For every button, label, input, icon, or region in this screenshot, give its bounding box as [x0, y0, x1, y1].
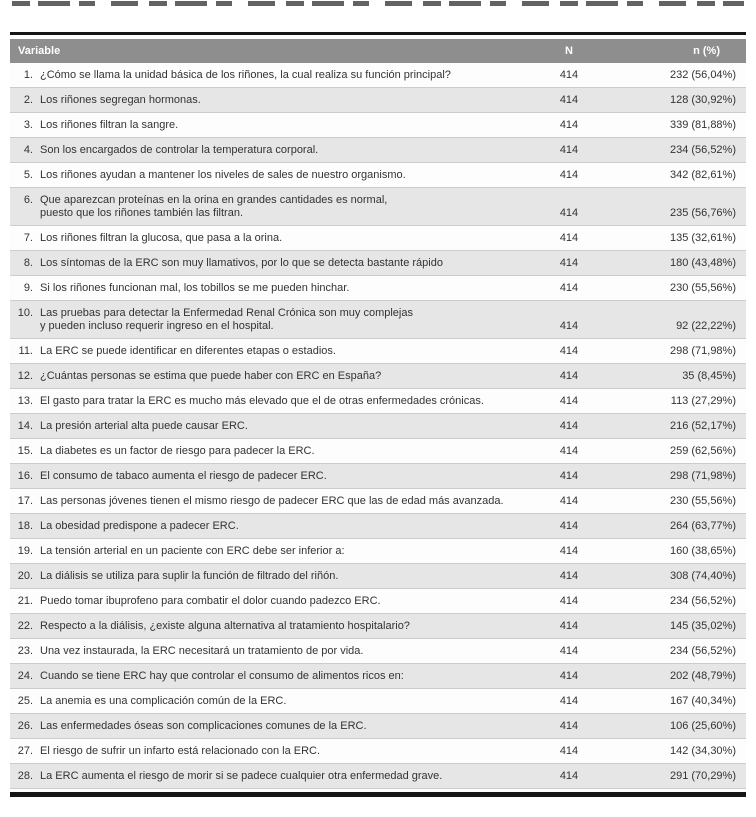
n-cell: 414 [524, 251, 614, 276]
variable-text: Los riñones segregan hormonas. [40, 94, 201, 106]
row-number: 8. [23, 257, 33, 269]
variable-text: ¿Cómo se llama la unidad básica de los riñones, la cual realiza su función principal? [40, 69, 451, 81]
n-cell: 414 [524, 389, 614, 414]
n-cell: 414 [524, 88, 614, 113]
table-row [10, 664, 746, 689]
variable-text: Son los encargados de controlar la temperatura corporal. [40, 144, 319, 156]
n-cell: 414 [524, 364, 614, 389]
n-cell: 414 [524, 514, 614, 539]
variable-text: Los riñones filtran la sangre. [40, 119, 179, 131]
table-row [10, 439, 746, 464]
table-row [10, 138, 746, 163]
table-row [10, 251, 746, 276]
pct-cell: 35 (8,45%) [614, 364, 746, 389]
results-table [10, 39, 746, 789]
pct-cell: 202 (48,79%) [614, 664, 746, 689]
table-row [10, 63, 746, 88]
table-top-rule [10, 32, 746, 35]
variable-cell [10, 188, 524, 226]
row-number: 16. [17, 470, 33, 482]
table-row [10, 739, 746, 764]
variable-text: Cuando se tiene ERC hay que controlar el consumo de alimentos ricos en: [40, 670, 404, 682]
pct-cell: 145 (35,02%) [614, 614, 746, 639]
table-row [10, 414, 746, 439]
n-cell: 414 [524, 539, 614, 564]
variable-cell [10, 539, 524, 564]
variable-text: Que aparezcan proteínas en la orina en grandes cantidades es normal, puesto que los riñones también las filtran. [40, 194, 388, 219]
row-number: 9. [23, 282, 33, 294]
pct-cell: 135 (32,61%) [614, 226, 746, 251]
pct-cell: 298 (71,98%) [614, 339, 746, 364]
n-cell: 414 [524, 113, 614, 138]
table-row [10, 564, 746, 589]
pct-cell: 160 (38,65%) [614, 539, 746, 564]
row-number: 6. [23, 194, 33, 206]
pct-cell: 234 (56,52%) [614, 138, 746, 163]
pct-cell: 106 (25,60%) [614, 714, 746, 739]
variable-cell [10, 639, 524, 664]
row-number: 27. [17, 745, 33, 757]
row-number: 28. [17, 770, 33, 782]
variable-cell [10, 739, 524, 764]
n-cell: 414 [524, 464, 614, 489]
pct-cell: 113 (27,29%) [614, 389, 746, 414]
n-cell: 414 [524, 276, 614, 301]
header-n: N [524, 39, 614, 63]
variable-cell [10, 614, 524, 639]
row-number: 18. [17, 520, 33, 532]
pct-cell: 167 (40,34%) [614, 689, 746, 714]
variable-cell [10, 714, 524, 739]
pct-cell: 291 (70,29%) [614, 764, 746, 789]
n-cell: 414 [524, 614, 614, 639]
pct-cell: 232 (56,04%) [614, 63, 746, 88]
variable-cell [10, 439, 524, 464]
n-cell: 414 [524, 714, 614, 739]
pct-cell: 216 (52,17%) [614, 414, 746, 439]
pct-cell: 230 (55,56%) [614, 276, 746, 301]
n-cell: 414 [524, 301, 614, 339]
row-number: 12. [17, 370, 33, 382]
header-pct: n (%) [614, 39, 746, 63]
n-cell: 414 [524, 489, 614, 514]
n-cell: 414 [524, 63, 614, 88]
n-cell: 414 [524, 138, 614, 163]
row-number: 10. [17, 307, 33, 319]
variable-cell [10, 226, 524, 251]
variable-cell [10, 689, 524, 714]
table-row [10, 539, 746, 564]
variable-text: Puedo tomar ibuprofeno para combatir el dolor cuando padezco ERC. [40, 595, 381, 607]
pct-cell: 180 (43,48%) [614, 251, 746, 276]
n-cell: 414 [524, 689, 614, 714]
n-cell: 414 [524, 564, 614, 589]
table-bottom-rule [10, 792, 746, 797]
row-number: 1. [23, 69, 33, 81]
pct-cell: 235 (56,76%) [614, 188, 746, 226]
table-row [10, 714, 746, 739]
table-row [10, 226, 746, 251]
variable-text: La obesidad predispone a padecer ERC. [40, 520, 239, 532]
pct-cell: 92 (22,22%) [614, 301, 746, 339]
variable-cell [10, 251, 524, 276]
row-number: 25. [17, 695, 33, 707]
variable-cell [10, 414, 524, 439]
row-number: 21. [17, 595, 33, 607]
variable-text: La ERC aumenta el riesgo de morir si se padece cualquier otra enfermedad grave. [40, 770, 443, 782]
variable-text: Los síntomas de la ERC son muy llamativos, por lo que se detecta bastante rápido [40, 257, 443, 269]
variable-cell [10, 514, 524, 539]
variable-cell [10, 88, 524, 113]
variable-text: La anemia es una complicación común de la ERC. [40, 695, 287, 707]
table-row [10, 514, 746, 539]
variable-text: La presión arterial alta puede causar ERC. [40, 420, 248, 432]
row-number: 17. [17, 495, 33, 507]
pct-cell: 264 (63,77%) [614, 514, 746, 539]
variable-text: La diabetes es un factor de riesgo para padecer la ERC. [40, 445, 315, 457]
table-row [10, 489, 746, 514]
table-row [10, 464, 746, 489]
n-cell: 414 [524, 764, 614, 789]
table-row [10, 589, 746, 614]
n-cell: 414 [524, 589, 614, 614]
variable-cell [10, 564, 524, 589]
variable-text: Respecto a la diálisis, ¿existe alguna alternativa al tratamiento hospitalario? [40, 620, 410, 632]
variable-cell [10, 63, 524, 88]
variable-cell [10, 589, 524, 614]
variable-cell [10, 389, 524, 414]
pct-cell: 230 (55,56%) [614, 489, 746, 514]
row-number: 24. [17, 670, 33, 682]
variable-text: Las pruebas para detectar la Enfermedad Renal Crónica son muy complejas y pueden incluso requerir ingreso en el hospital. [40, 307, 413, 332]
variable-text: El consumo de tabaco aumenta el riesgo de padecer ERC. [40, 470, 327, 482]
row-number: 23. [17, 645, 33, 657]
variable-cell [10, 489, 524, 514]
variable-text: Los riñones filtran la glucosa, que pasa a la orina. [40, 232, 283, 244]
row-number: 11. [18, 345, 33, 357]
n-cell: 414 [524, 226, 614, 251]
n-cell: 414 [524, 414, 614, 439]
table-row [10, 364, 746, 389]
header-variable: Variable [10, 39, 524, 63]
table-row [10, 276, 746, 301]
row-number: 22. [17, 620, 33, 632]
variable-cell [10, 339, 524, 364]
table-row [10, 764, 746, 789]
row-number: 15. [17, 445, 33, 457]
variable-text: Una vez instaurada, la ERC necesitará un tratamiento de por vida. [40, 645, 364, 657]
variable-cell [10, 301, 524, 339]
pct-cell: 298 (71,98%) [614, 464, 746, 489]
cropped-text-dashes [12, 1, 744, 6]
variable-text: Las personas jóvenes tienen el mismo riesgo de padecer ERC que las de edad más avanzada. [40, 495, 504, 507]
row-number: 26. [17, 720, 33, 732]
variable-cell [10, 664, 524, 689]
pct-cell: 339 (81,88%) [614, 113, 746, 138]
variable-cell [10, 364, 524, 389]
pct-cell: 259 (62,56%) [614, 439, 746, 464]
table-row [10, 389, 746, 414]
variable-text: La diálisis se utiliza para suplir la función de filtrado del riñón. [40, 570, 339, 582]
variable-cell [10, 464, 524, 489]
variable-text: La tensión arterial en un paciente con ERC debe ser inferior a: [40, 545, 345, 557]
variable-cell [10, 138, 524, 163]
table-row [10, 614, 746, 639]
n-cell: 414 [524, 739, 614, 764]
variable-cell [10, 276, 524, 301]
row-number: 3. [23, 119, 33, 131]
variable-text: Las enfermedades óseas son complicaciones comunes de la ERC. [40, 720, 367, 732]
row-number: 14. [17, 420, 33, 432]
pct-cell: 128 (30,92%) [614, 88, 746, 113]
n-cell: 414 [524, 639, 614, 664]
pct-cell: 142 (34,30%) [614, 739, 746, 764]
variable-text: ¿Cuántas personas se estima que puede haber con ERC en España? [40, 370, 382, 382]
variable-cell [10, 113, 524, 138]
pct-cell: 234 (56,52%) [614, 589, 746, 614]
variable-text: Los riñones ayudan a mantener los niveles de sales de nuestro organismo. [40, 169, 406, 181]
variable-cell [10, 163, 524, 188]
table-header-row [10, 39, 746, 63]
table-row [10, 339, 746, 364]
pct-cell: 342 (82,61%) [614, 163, 746, 188]
row-number: 5. [23, 169, 33, 181]
row-number: 7. [23, 232, 33, 244]
table-row [10, 301, 746, 339]
table-row [10, 689, 746, 714]
row-number: 2. [23, 94, 33, 106]
row-number: 20. [17, 570, 33, 582]
row-number: 13. [17, 395, 33, 407]
table-row [10, 188, 746, 226]
n-cell: 414 [524, 188, 614, 226]
variable-cell [10, 764, 524, 789]
pct-cell: 308 (74,40%) [614, 564, 746, 589]
variable-text: Si los riñones funcionan mal, los tobillos se me pueden hinchar. [40, 282, 350, 294]
n-cell: 414 [524, 163, 614, 188]
variable-text: La ERC se puede identificar en diferentes etapas o estadios. [40, 345, 336, 357]
n-cell: 414 [524, 664, 614, 689]
variable-text: El gasto para tratar la ERC es mucho más elevado que el de otras enfermedades crónicas. [40, 395, 484, 407]
table-row [10, 639, 746, 664]
row-number: 4. [23, 144, 33, 156]
table-body [10, 63, 746, 789]
variable-text: El riesgo de sufrir un infarto está relacionado con la ERC. [40, 745, 321, 757]
n-cell: 414 [524, 439, 614, 464]
table-row [10, 113, 746, 138]
pct-cell: 234 (56,52%) [614, 639, 746, 664]
table-row [10, 163, 746, 188]
n-cell: 414 [524, 339, 614, 364]
table-row [10, 88, 746, 113]
row-number: 19. [17, 545, 33, 557]
